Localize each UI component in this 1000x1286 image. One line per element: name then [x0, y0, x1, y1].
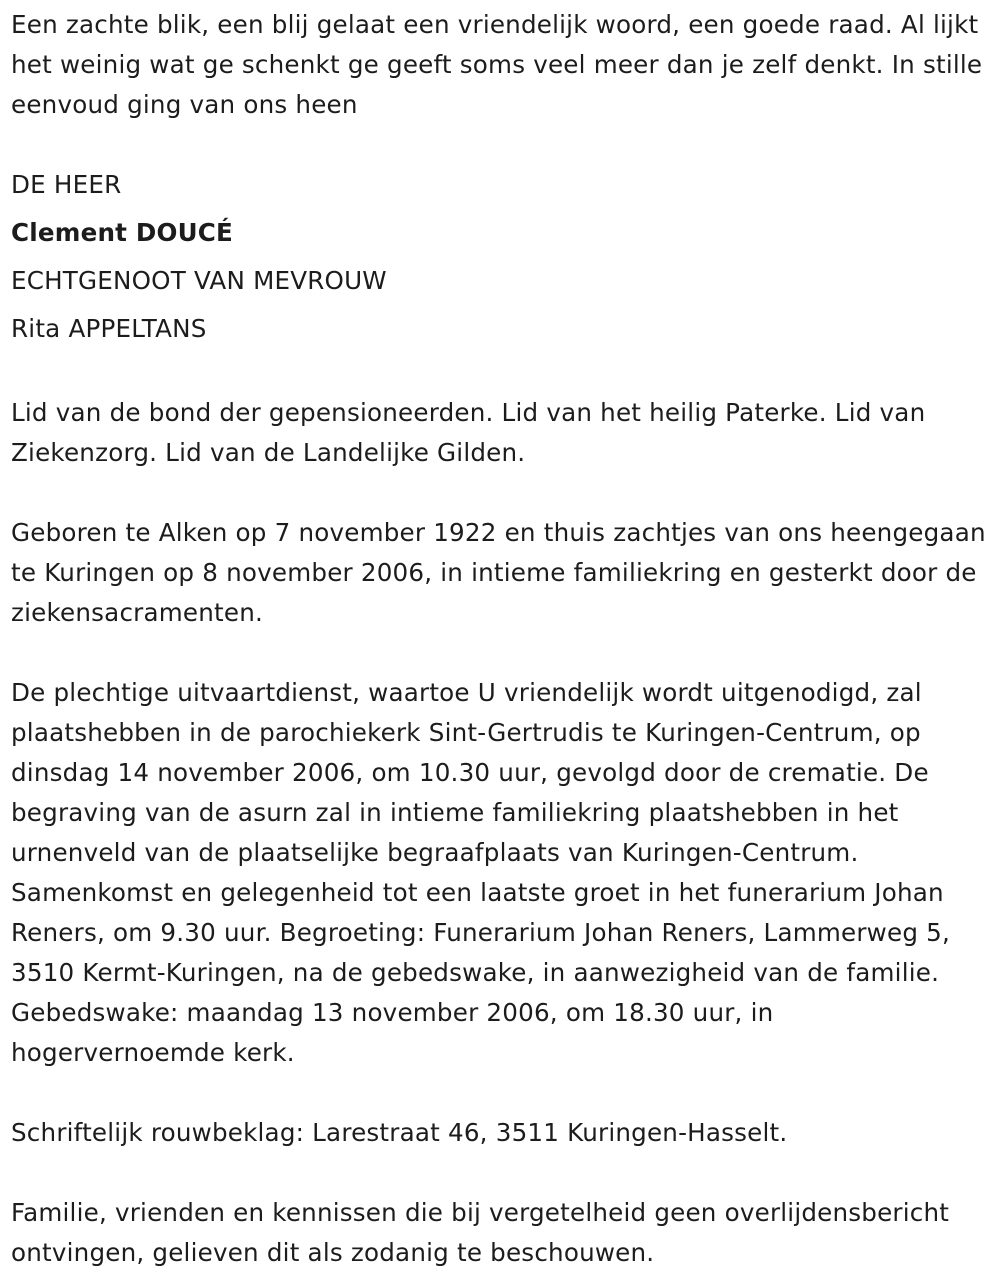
spacer: [11, 1073, 991, 1113]
spacer: [11, 473, 991, 513]
title-prefix: DE HEER: [11, 170, 122, 199]
spacer: [11, 353, 991, 393]
intro-verse: Een zachte blik, een blij gelaat een vriendelijk woord, een goede raad. Al lijkt het weinig wat ge schenkt ge geeft soms veel meer dan je zelf denkt. In stille eenvoud ging van ons heen: [11, 10, 983, 119]
memberships-paragraph: Lid van de bond der gepensioneerden. Lid van het heilig Paterke. Lid van Ziekenzorg. Lid van de Landelijke Gilden.: [11, 398, 926, 467]
funeral-details-paragraph: De plechtige uitvaartdienst, waartoe U vriendelijk wordt uitgenodigd, zal plaatshebben in de parochiekerk Sint-Gertrudis te Kuringen-Centrum, op dinsdag 14 november 2006, om 10.30 uur, gevolgd door de crematie. De begraving van de asurn zal in intieme familiekring plaatshebben in het urnenveld van de plaatselijke begraafplaats van Kuringen-Centrum. Samenkomst en gelegenheid tot een laatste groet in het funerarium Johan Reners, om 9.30 uur. Begroeting: Funerarium Johan Reners, Lammerweg 5, 3510 Kermt-Kuringen, na de gebedswake, in aanwezigheid van de familie. Gebedswake: maandag 13 november 2006, om 18.30 uur, in hogervernoemde kerk.: [11, 678, 951, 1067]
spacer: [11, 1153, 991, 1193]
spacer: [11, 633, 991, 673]
spouse-prefix: ECHTGENOOT VAN MEVROUW: [11, 266, 387, 295]
birth-death-paragraph: Geboren te Alken op 7 november 1922 en thuis zachtjes van ons heengegaan te Kuringen op 8 november 2006, in intieme familiekring en gesterkt door de ziekensacramenten.: [11, 518, 986, 627]
closing-note: Familie, vrienden en kennissen die bij vergetelheid geen overlijdensbericht ontvingen, gelieven dit als zodanig te beschouwen.: [11, 1198, 950, 1267]
spouse-name: Rita APPELTANS: [11, 314, 207, 343]
condolence-address: Schriftelijk rouwbeklag: Larestraat 46, 3511 Kuringen-Hasselt.: [11, 1118, 788, 1147]
name-block: [11, 161, 991, 353]
deceased-name: Clement DOUCÉ: [11, 218, 234, 247]
obituary-document: [11, 5, 991, 1273]
